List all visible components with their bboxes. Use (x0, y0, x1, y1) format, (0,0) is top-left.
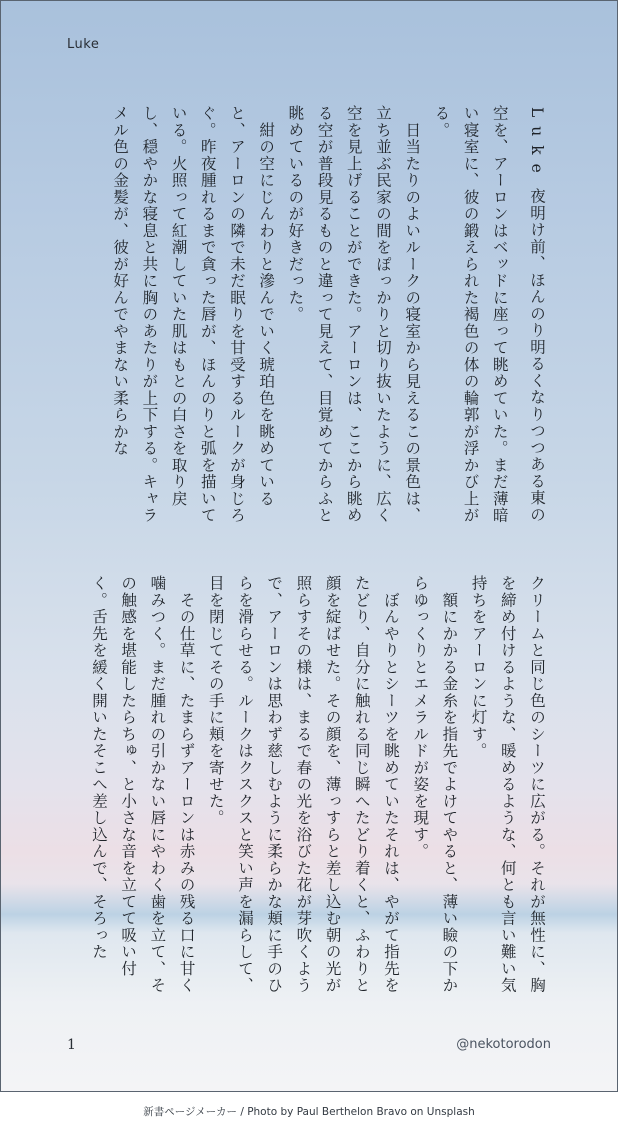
author-handle: @nekotorodon (456, 1037, 551, 1052)
story-title: Luke (528, 107, 546, 182)
paragraph: クリームと同じ色のシーツに広がる。それが無性に、胸を締め付けるような、暖めるような、何とも言い難い気持ちをアーロンに灯す。 (469, 575, 546, 994)
text-block-top (105, 105, 551, 535)
paragraph: 紺の空にじんわりと滲んでいく琥珀色を眺めていると、アーロンの隣で未だ眠りを甘受するルークが身じろぐ。昨夜腫れるまで貪った唇が、ほんのりと弧を描いている。火照って紅潮していた肌はもとの白さを取り戻し、穏やかな寝息と共に胸のあたりが上下する。キャラメル色の金髪が、彼が好んでやまない柔らかな (111, 105, 276, 524)
paragraph: ぼんやりとシーツを眺めていたそれは、やがて指先をたどり、自分に触れる同じ瞬へたどり着くと、ふわりと顔を綻ばせた。その顔を、薄っすらと差し込む朝の光が照らすその様は、まるで春の光を浴びた花が芽吹くようで、アーロンは思わず慈しむように柔らかな頬に手のひらを滑らせる。ルークはクスクスと笑い声を漏らして、目を閉じてその手に頬を寄せた。 (206, 575, 400, 994)
running-header-title: Luke (67, 37, 100, 52)
image-credit: 新書ページメーカー / Photo by Paul Berthelon Bravo on Unsplash (143, 1106, 475, 1118)
page-number: 1 (67, 1037, 76, 1053)
paragraph: 日当たりのよいルークの寝室から見えるこの景色は、立ち並ぶ民家の間をぽっかりと切り抜いたように、広く空を見上げることができた。アーロンは、ここから眺める空が普段見るものと違って見えて、目覚めてからふと眺めているのが好きだった。 (286, 105, 422, 524)
paragraph: 額にかかる金糸を指先でよけてやると、薄い瞼の下からゆっくりとエメラルドが姿を現す。 (411, 575, 459, 994)
paragraph: その仕草に、たまらずアーロンは赤みの残る口に甘く噛みつく。まだ腫れの引かない唇にやわく歯を立て、その触感を堪能したらちゅ、と小さな音を立てて吸い付く。舌先を緩く開いたそこへ差し込んで、そろった (89, 575, 196, 994)
paragraph: 夜明け前、ほんのり明るくなりつつある東の空を、アーロンはベッドに座って眺めていた。まだ薄暗い寝室に、彼の鍛えられた褐色の体の輪郭が浮かび上がる。 (432, 105, 546, 524)
text-block-bottom (84, 575, 551, 1005)
